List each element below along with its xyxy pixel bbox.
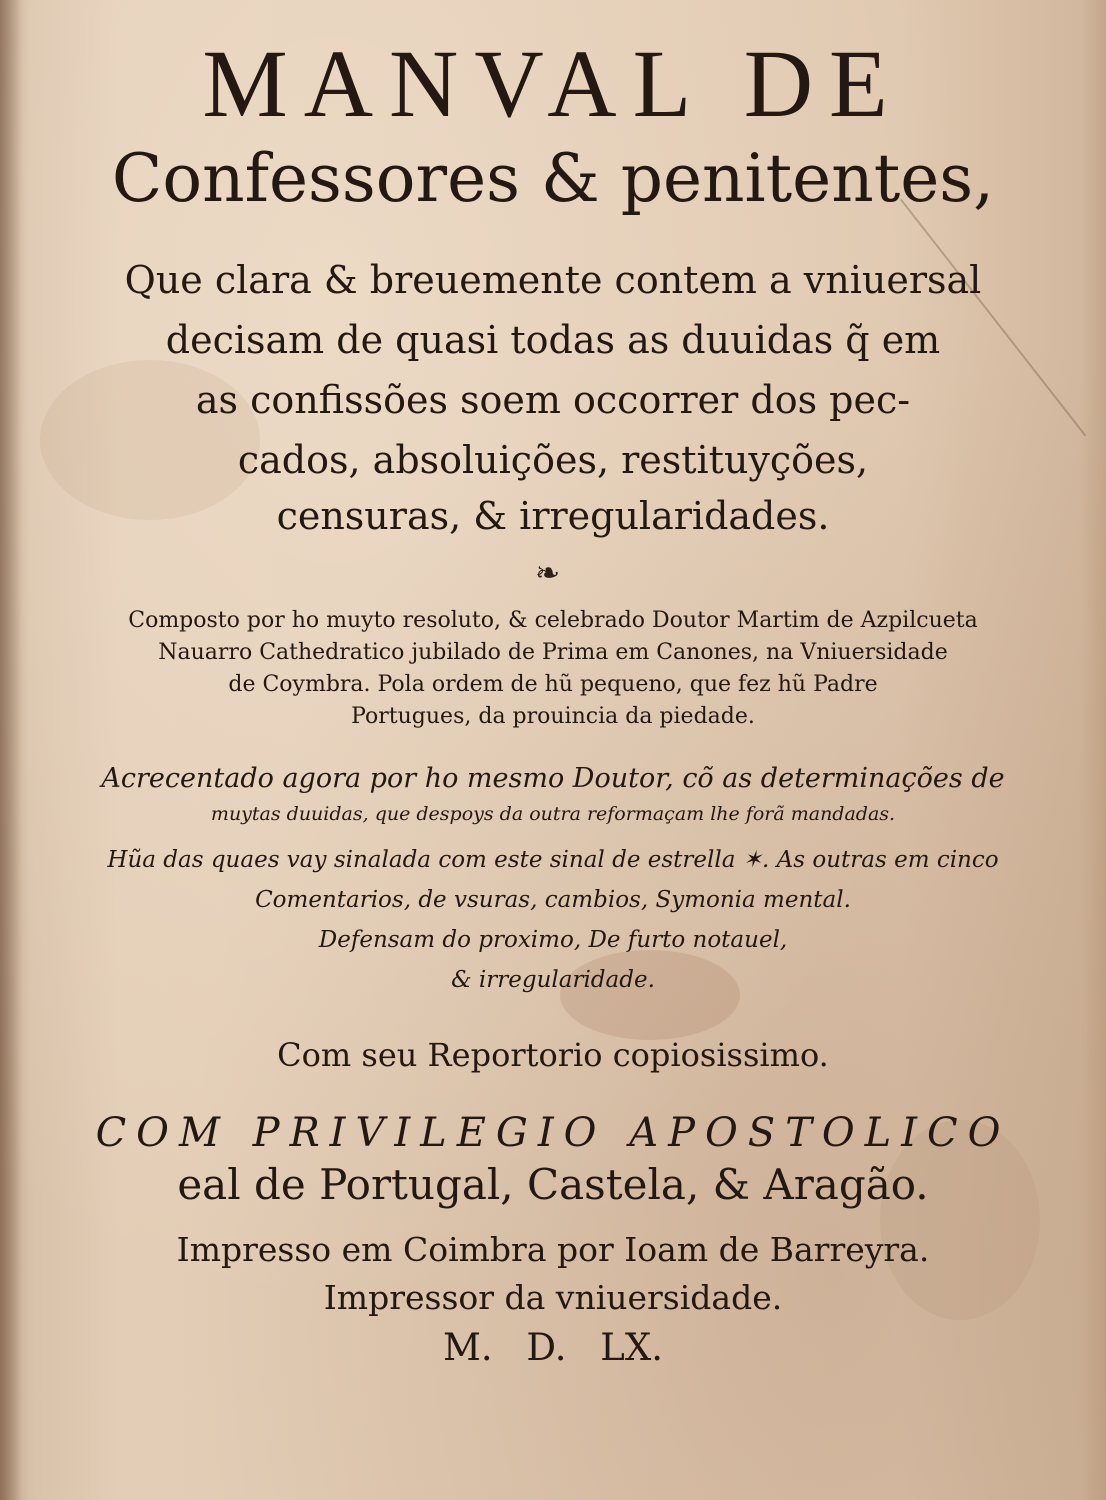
book-title-line-1: MANVAL DE	[202, 30, 904, 137]
additions-line: Defensam do proximo, De furto notauel,	[318, 927, 788, 953]
additions-line: muytas duuidas, que despoys da outra reformaçam lhe forã mandadas.	[210, 803, 896, 825]
imprint-line: Impressor da vniuersidade.	[323, 1278, 783, 1317]
author-line: Portugues, da prouincia da piedade.	[351, 704, 755, 729]
privilege-realms-line: eal de Portugal, Castela, & Aragão.	[177, 1160, 929, 1209]
fleuron-ornament-icon: ❧	[535, 556, 561, 591]
author-line: de Coymbra. Pola ordem de hũ pequeno, que fez hũ Padre	[228, 672, 878, 697]
privilege-line: COM PRIVILEGIO APOSTOLICO	[95, 1110, 1011, 1156]
additions-line: Hũa das quaes vay sinalada com este sinal de estrella ✶. As outras em cinco	[107, 847, 999, 873]
author-line: Composto por ho muyto resoluto, & celebrado Doutor Martim de Azpilcueta	[128, 608, 978, 633]
repertory-line: Com seu Reportorio copiosissimo.	[277, 1036, 829, 1074]
subtitle-line: cados, absoluições, restituyções,	[237, 438, 869, 482]
author-line: Nauarro Cathedratico jubilado de Prima em Canones, na Vniuersidade	[158, 640, 948, 665]
paper-stain	[560, 950, 740, 1040]
publication-date: M. D. LX.	[443, 1326, 663, 1369]
additions-line: Acrecentado agora por ho mesmo Doutor, cõ as determinações de	[101, 763, 1005, 794]
additions-line: Comentarios, de vsuras, cambios, Symonia mental.	[255, 887, 851, 913]
imprint-line: Impresso em Coimbra por Ioam de Barreyra.	[176, 1230, 930, 1269]
subtitle-line: as confissões soem occorrer dos pec-	[195, 378, 911, 422]
spine-shadow	[0, 0, 22, 1500]
subtitle-line: decisam de quasi todas as duuidas q̃ em	[165, 318, 941, 362]
additions-line: & irregularidade.	[451, 967, 655, 993]
book-title-line-2: Confessores & penitentes,	[111, 140, 995, 217]
subtitle-line: censuras, & irregularidades.	[276, 494, 830, 538]
subtitle-line: Que clara & breuemente contem a vniuersal	[124, 258, 982, 302]
